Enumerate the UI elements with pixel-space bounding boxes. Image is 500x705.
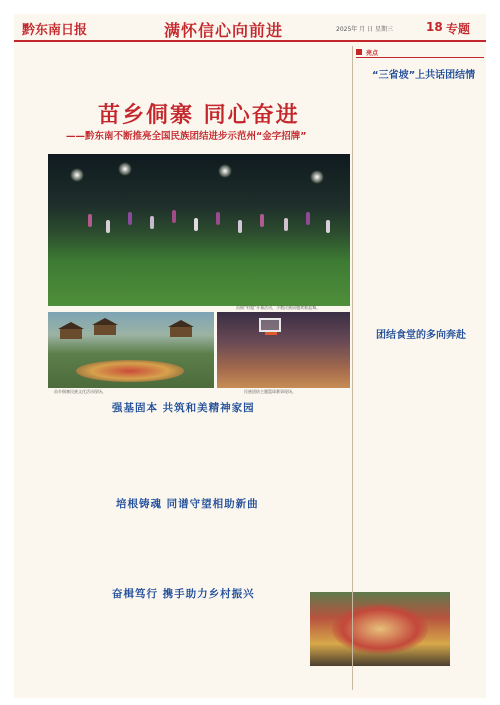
section-title: 奋楫笃行 携手助力乡村振兴 [112, 588, 255, 600]
basketball-photo [217, 312, 350, 388]
newspaper-logo: 黔东南日报 [22, 23, 88, 38]
main-article-subtitle: ——黔东南不断推亮全国民族团结进步示范州“金字招牌” [66, 131, 307, 142]
page-banner: 满怀信心向前进 [164, 21, 284, 40]
village-photo [48, 312, 214, 388]
stadium-light-icon [118, 162, 132, 176]
page-number: 18 [426, 20, 443, 34]
section-title: 培根铸魂 同谱守望相助新曲 [116, 498, 259, 510]
main-article-title: 苗乡侗寨 同心奋进 [98, 103, 300, 128]
page-header [14, 14, 486, 42]
photo-caption: 苗侗“村超”开幕活动，少数民族同胞欢歌起舞。 [236, 305, 321, 310]
gathering-photo [310, 592, 450, 666]
page-section-name: 专题 [446, 22, 471, 36]
section-marker-icon [356, 49, 362, 55]
stadium-light-icon [310, 170, 324, 184]
stadium-light-icon [218, 164, 232, 178]
photo-caption: 苗乡侗寨民族文化活动现场。 [54, 389, 106, 394]
stadium-light-icon [70, 168, 84, 182]
sidebar-header [356, 48, 484, 58]
newspaper-page [14, 14, 486, 698]
issue-date: 2025年 月 日 星期三 [336, 26, 393, 33]
basketball-hoop-icon [259, 318, 281, 332]
sidebar-article-title: “三省坡”上共话团结情 [372, 70, 476, 81]
sidebar-label: 亮点 [366, 50, 379, 57]
performance-photo [48, 154, 350, 306]
section-title: 强基固本 共筑和美精神家园 [112, 402, 255, 414]
photo-caption: 民族团结主题篮球赛事现场。 [244, 389, 296, 394]
sidebar-article-title: 团结食堂的多向奔赴 [376, 330, 466, 341]
